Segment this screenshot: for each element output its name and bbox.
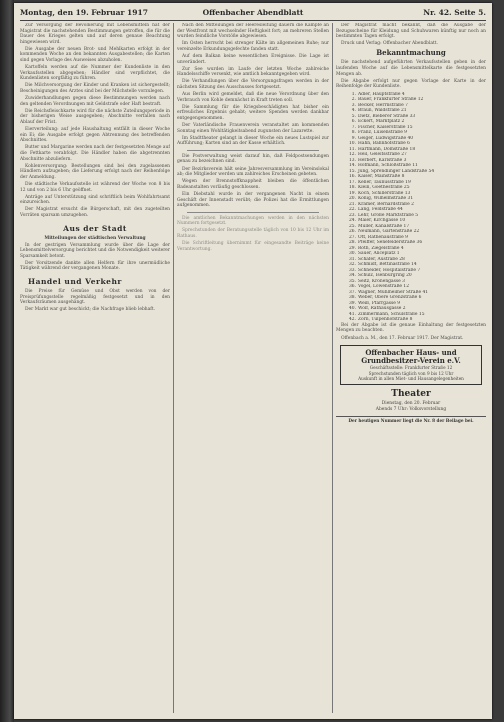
paragraph: Sprechstunden der Beratungsstelle täglich von 10 bis 12 Uhr im Rathaus. (177, 228, 329, 239)
vendor-number: 22. (349, 207, 356, 213)
paragraph: Zur See wurden im Laufe der letzten Woche zahlreiche Handelsschiffe versenkt, wie amtlich bekanntgegeben wird. (177, 66, 329, 78)
vendor-list (336, 92, 486, 323)
paragraph: Offenbach a. M., den 17. Februar 1917. Der Magistrat. (341, 335, 464, 341)
event-lines (336, 401, 486, 412)
article-body (20, 182, 170, 219)
vendor-number: 31. (349, 256, 356, 262)
announcement-body (336, 60, 486, 89)
paragraph: Auf dem Balkan keine wesentlichen Ereignisse. Die Lage ist unverändert. (177, 53, 329, 65)
vendor-number: 35. (349, 278, 356, 284)
vendor-name: Hartmann, Domstraße 18 (358, 146, 416, 152)
paragraph: Die Ausgabe der neuen Brot- und Mehlkarten erfolgt in der kommenden Woche an den bekannten Ausgabestellen; die Karten sind gegen Vorlage des Ausweises abzuholen. (20, 46, 170, 64)
article-body (20, 289, 170, 313)
vendor-number: 15. (349, 168, 356, 174)
vendor-number: 23. (349, 212, 356, 218)
vendor-list-item (336, 317, 486, 323)
vendor-name: Zimmermann, Schulstraße 15 (358, 311, 425, 317)
paragraph: Im Osten herrscht bei strenger Kälte im allgemeinen Ruhe; nur vereinzelte Erkundungsgefechte fanden statt. (177, 41, 329, 52)
vendor-number: 7. (351, 124, 356, 130)
vendor-number: 37. (349, 289, 356, 295)
vendor-number: 24. (349, 218, 356, 224)
vendor-name: Lehr, Große Marktstraße 5 (358, 212, 419, 218)
article-body (177, 23, 329, 147)
vendor-number: 21. (349, 201, 356, 207)
paragraph: Die Postverwaltung weist darauf hin, daß Feldpostsendungen genau zu bezeichnen sind. (177, 153, 329, 165)
text-line: Auskunft in allen Miet- und Hausangelegenheiten (358, 375, 464, 381)
vendor-number: 14. (349, 163, 356, 169)
vendor-name: Vogel, Löwenstraße 12 (358, 284, 410, 290)
vendor-number: 17. (349, 179, 356, 185)
paragraph: Die Milchversorgung der Kinder und Kranken ist sichergestellt; Bescheinigungen des Arztes sind bei der Milchstelle vorzulegen. (20, 83, 170, 95)
vendor-number: 9. (351, 135, 356, 141)
paragraph: Bei der Abgabe ist die genaue Einhaltung der festgesetzten Mengen zu beachten. (336, 322, 486, 334)
vendor-number: 34. (349, 273, 356, 279)
vendor-name: Schmidt, Bettinastraße 14 (358, 262, 417, 268)
vendor-number: 41. (349, 311, 356, 317)
paragraph: Zuwiderhandlungen gegen diese Bestimmungen werden nach den geltenden Verordnungen mit Geldstrafe oder Haft bestraft. (20, 96, 170, 107)
vendor-number: 10. (349, 141, 356, 147)
vendor-name: Bauer, Frankfurter Straße 12 (358, 97, 424, 103)
column-divider (332, 23, 333, 713)
paragraph: Wegen der Brennstoffknappheit bleiben die öffentlichen Badeanstalten vorläufig geschlossen. (177, 179, 329, 190)
paragraph: Kartoffeln werden auf die Nummer der Kundenliste in den Verkaufsstellen abgegeben; Händler sind verpflichtet, die Kundenlisten sorgfältig zu führen. (20, 65, 170, 82)
announcement-title: Bekanntmachung (376, 48, 446, 58)
vendor-number: 18. (349, 185, 356, 191)
vendor-number: 16. (349, 174, 356, 180)
vendor-name: Schneider, Hospitalstraße 7 (358, 267, 421, 273)
vendor-number: 39. (349, 300, 356, 306)
vendor-name: Weiß, Pfarrgasse 9 (358, 300, 400, 306)
vendor-name: Dietz, Bieberer Straße 33 (358, 113, 416, 119)
vendor-number: 4. (351, 108, 356, 114)
advertisement-lines (345, 365, 477, 381)
text-line: Abends 7 Uhr: Volksvorstellung (375, 406, 447, 412)
vendor-name: Müller, Kanalstraße 17 (358, 223, 410, 229)
article-body (336, 23, 486, 47)
page-header (20, 6, 486, 20)
paragraph: Ein Diebstahl wurde in der vergangenen Nacht in einem Geschäft der Innenstadt verübt; die Polizei hat die Ermittlungen aufgenommen. (177, 191, 329, 209)
header-page-number: Nr. 42. Seite 5. (423, 8, 486, 17)
text-line: Geschäftsstelle: Frankfurter Straße 12 (369, 365, 453, 371)
vendor-number: 5. (351, 113, 356, 119)
vendor-number: 26. (349, 229, 356, 235)
paragraph: Der Magistrat ersucht die Bürgerschaft, mit den zugeteilten Vorräten sparsam umzugehen. (20, 207, 170, 218)
vendor-number: 8. (351, 130, 356, 136)
header-date: Montag, den 19. Februar 1917 (20, 8, 148, 17)
vendor-name: Lang, Feldstraße 44 (358, 207, 403, 213)
vendor-number: 42. (349, 317, 356, 323)
vendor-number: 36. (349, 284, 356, 290)
paragraph: Der Markt war gut beschickt; die Nachfrage blieb lebhaft. (25, 307, 155, 313)
column-divider (173, 23, 174, 713)
vendor-name: Jung, Sprendlinger Landstraße 54 (358, 168, 435, 174)
paragraph: Aus Berlin wird gemeldet, daß die neue Verordnung über den Verbrauch von Kohle demnächst in Kraft treten soll. (177, 92, 329, 103)
article-body-faded (177, 216, 329, 253)
header-rule (20, 20, 486, 21)
paragraph: Der Magistrat macht bekannt, daß die Ausgabe der Bezugsscheine für Kleidung und Schuhwaren künftig nur noch an bestimmten Tagen erfolgt. (336, 23, 486, 40)
vendor-number: 11. (349, 146, 356, 152)
vendor-number: 27. (349, 234, 356, 240)
vendor-name: Wagner, Mühlheimer Straße 41 (358, 289, 429, 295)
paragraph: Der Bezirksverein hält seine Jahresversammlung im Vereinslokal ab; die Mitglieder werden um zahlreiches Erscheinen gebeten. (177, 166, 329, 178)
vendor-number: 30. (349, 251, 356, 257)
vendor-name: Roth, Ziegelstraße 4 (358, 245, 404, 251)
article-divider (187, 150, 319, 151)
paragraph: Die nachstehend aufgeführten Verkaufsstellen geben in der laufenden Woche auf die Lebensmittelkarte die festgesetzten Mengen ab. (336, 60, 486, 77)
vendor-name: Klein, Goethestraße 25 (358, 185, 410, 191)
newspaper-page (14, 3, 492, 719)
paragraph: Die Sammlung für die Kriegsbeschädigten hat bisher ein erfreuliches Ergebnis gehabt; weitere Spenden werden dankbar entgegengenommen. (177, 104, 329, 121)
paragraph: Der Vaterländische Frauenverein veranstaltet am kommenden Sonntag einen Wohltätigkeitsabend zugunsten der Lazarette. (177, 123, 329, 134)
paragraph: Die städtische Verkaufsstelle ist während der Woche von 8 bis 12 und von 2 bis 6 Uhr geöffnet. (20, 181, 170, 193)
column-middle (177, 23, 329, 713)
vendor-number: 33. (349, 267, 356, 273)
vendor-number: 32. (349, 262, 356, 268)
article-body (177, 154, 329, 209)
vendor-number: 13. (349, 157, 356, 163)
column-right (336, 23, 486, 713)
vendor-name: Zorn, Tulpenhofstraße 8 (358, 317, 413, 323)
vendor-name: Franz, Luisenstraße 9 (358, 130, 407, 136)
vendor-name: Braun, Waldstraße 21 (358, 108, 407, 114)
vendor-name: Sauer, Aliceplatz 1 (358, 251, 400, 257)
column-left (20, 23, 170, 713)
vendor-name: König, Wilhelmstraße 31 (358, 196, 414, 202)
vendor-number: 12. (349, 152, 356, 158)
vendor-name: Kaiser, Mainstraße 8 (358, 174, 405, 180)
advertisement-title: Offenbacher Haus- und Grundbesitzer-Verein e.V. (361, 348, 461, 366)
paragraph: Im Stadttheater gelangt in dieser Woche ein neues Lustspiel zur Aufführung; Karten sind an der Kasse erhältlich. (177, 135, 329, 147)
text-line: Dienstag, den 20. Februar (381, 401, 441, 407)
vendor-name: Ott, Rathenaustraße 9 (358, 234, 408, 240)
vendor-name: Neumann, Gartenstraße 22 (358, 229, 420, 235)
vendor-name: Pfeiffer, Senefelderstraße 36 (358, 240, 423, 246)
vendor-name: Fischer, Kaiserstraße 15 (358, 124, 413, 130)
vendor-name: Becker, Herrnstraße 7 (358, 102, 408, 108)
vendor-name: Seitz, Kronengasse 3 (358, 278, 405, 284)
section-heading: Aus der Stadt (63, 223, 127, 233)
vendor-name: Geiger, Ludwigstraße 40 (358, 135, 414, 141)
paragraph: Eierverteilung: auf jede Haushaltung entfällt in dieser Woche ein Ei; die Ausgabe erfolgt gegen Abtrennung des betreffenden Abschnittes. (20, 127, 170, 144)
paragraph: In der gestrigen Versammlung wurde über die Lage der Lebensmittelversorgung berichtet und die Notwendigkeit weiterer Sparsamkeit betont. (20, 242, 170, 259)
paragraph: Die Reichsfleischkarte wird für die nächste Zuteilungsperiode in der bisherigen Weise ausgegeben; Abschnitte verfallen nach Ablauf der Frist. (20, 108, 170, 125)
vendor-number: 40. (349, 306, 356, 312)
vendor-number: 2. (351, 97, 356, 103)
paragraph: Die Preise für Gemüse und Obst werden von der Preisprüfungsstelle regelmäßig festgesetzt und in den Verkaufsräumen ausgehängt. (20, 288, 170, 306)
section-heading: Handel und Verkehr (28, 276, 122, 286)
supplement-note: Der heutigen Nummer liegt die Nr. 8 der Beilage bei. (336, 416, 486, 423)
paragraph: Die amtlichen Bekanntmachungen werden in den nächsten Nummern fortgesetzt. (177, 215, 329, 227)
paragraph: Die Schriftleitung übernimmt für eingesandte Beiträge keine Verantwortung. (177, 241, 329, 252)
paragraph: Butter und Margarine werden nach der festgesetzten Menge auf die Fettkarte verabfolgt. Die Händler haben die abgetrennten Abschnitte abzuliefern. (20, 145, 170, 162)
event-title: Theater (391, 389, 431, 400)
paragraph: Die Verhandlungen über die Versorgungsfragen werden in der nächsten Sitzung des Ausschusses fortgesetzt. (177, 79, 329, 90)
section-subtitle: Mitteilungen der städtischen Verwaltung (44, 235, 146, 241)
vendor-name: Schulz, Isenburgring 20 (358, 273, 412, 279)
vendor-name: Wolf, Rathausgasse 2 (358, 306, 406, 312)
paragraph: Der Vorsitzende dankte allen Helfern für ihre unermüdliche Tätigkeit während der vergangenen Monate. (20, 260, 170, 272)
paragraph: Kohlenversorgung: Bestellungen sind bei den zugelassenen Händlern aufzugeben; die Lieferung erfolgt nach der Reihenfolge der Anmeldung. (20, 163, 170, 180)
vendor-number: 38. (349, 295, 356, 301)
advertisement-box (340, 345, 482, 385)
article-body (20, 243, 170, 272)
paragraph: Die Abgabe erfolgt nur gegen Vorlage der Karte in der Reihenfolge der Kundenliste. (336, 78, 486, 90)
page-binding-edge (0, 0, 14, 722)
vendor-name: Eckert, Marktplatz 2 (358, 119, 405, 125)
vendor-name: Herbert, Karlstraße 3 (358, 157, 407, 163)
vendor-name: Schäfer, Austraße 28 (358, 256, 405, 262)
article-body (20, 23, 170, 180)
paragraph: Anträge auf Unterstützung sind schriftlich beim Wohlfahrtsamt einzureichen. (20, 194, 170, 206)
paragraph: Druck und Verlag: Offenbacher Abendblatt. (341, 41, 438, 47)
vendor-number: 19. (349, 190, 356, 196)
vendor-number: 3. (351, 102, 356, 108)
vendor-number: 28. (349, 240, 356, 246)
vendor-name: Maier, Kirchgasse 10 (358, 218, 406, 224)
vendor-name: Keller, Taunusstraße 19 (358, 179, 411, 185)
article-divider (187, 212, 319, 213)
vendor-name: Adler, Hauptstraße 4 (358, 91, 405, 97)
vendor-name: Weber, Obere Grenzstraße 6 (358, 295, 422, 301)
vendor-number: 29. (349, 245, 356, 251)
vendor-name: Hahn, Bahnhofstraße 6 (358, 141, 410, 147)
text-line: Sprechstunden täglich von 9 bis 12 Uhr (368, 370, 454, 376)
announcement-footer (336, 323, 486, 341)
paragraph: Zur Versorgung der Bevölkerung mit Lebensmitteln hat der Magistrat die nachstehenden Bestimmungen getroffen, die für die Dauer des Krieges gelten und auf deren genaue Beachtung hingewiesen wird. (20, 23, 170, 45)
paragraph: Nach den Mitteilungen der Heeresleitung dauern die Kämpfe an der Westfront mit wechselnder Heftigkeit fort; an mehreren Stellen wurden feindliche Vorstöße abgewiesen. (177, 23, 329, 40)
vendor-number: 1. (351, 91, 356, 97)
header-masthead: Offenbacher Abendblatt (202, 8, 304, 17)
vendor-name: Koch, Schillerstraße 13 (358, 190, 411, 196)
vendor-name: Heil, Geleitsstraße 27 (358, 152, 407, 158)
vendor-name: Hofmann, Schloßstraße 11 (358, 163, 418, 169)
vendor-number: 25. (349, 223, 356, 229)
vendor-number: 20. (349, 196, 356, 202)
vendor-name: Krämer, Bernardstraße 2 (358, 201, 414, 207)
vendor-number: 6. (351, 119, 356, 125)
